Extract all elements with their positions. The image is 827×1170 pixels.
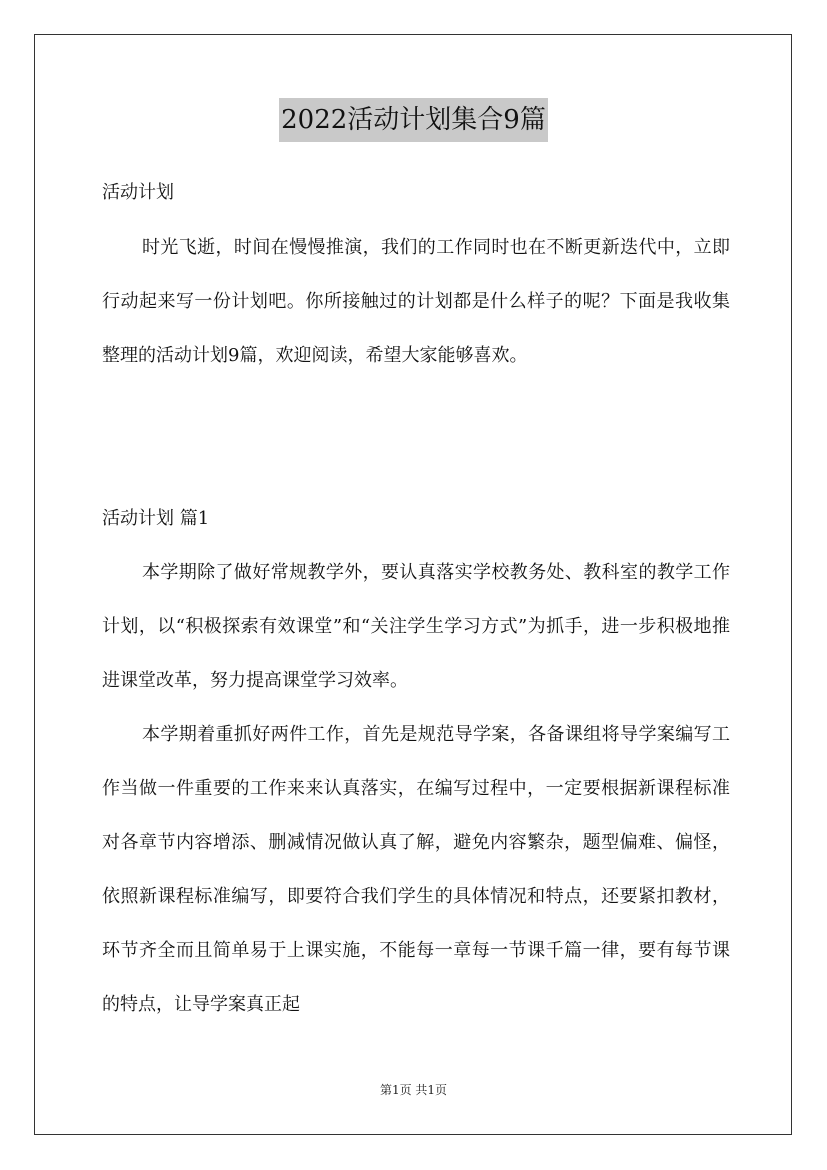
page-footer: 第1页 共1页 (379, 1083, 448, 1097)
title-container (0, 98, 827, 142)
section1-paragraph-2: 本学期着重抓好两件工作，首先是规范导学案，各备课组将导学案编写工作当做一件重要的工作来来认真落实，在编写过程中，一定要根据新课程标准对各章节内容增添、删减情况做认真了解，避免内容繁杂，题型偏难、偏怪，依照新课程标准编写，即要符合我们学生的具体情况和特点，还要紧扣教材，环节齐全而且简单易于上课实施，不能每一章每一节课千篇一律，要有每节课的特点，让导学案真正起 (102, 724, 730, 1015)
section-heading-1: 活动计划 篇1 (102, 508, 210, 529)
intro-heading: 活动计划 (102, 182, 174, 203)
intro-paragraph: 时光飞逝，时间在慢慢推演，我们的工作同时也在不断更新迭代中，立即行动起来写一份计划吧。你所接触过的计划都是什么样子的呢？下面是我收集整理的活动计划9篇，欢迎阅读，希望大家能够喜欢。 (102, 237, 730, 366)
document-title: 2022活动计划集合9篇 (279, 98, 548, 142)
section1-paragraph-1: 本学期除了做好常规教学外，要认真落实学校教务处、教科室的教学工作计划，以“积极探索有效课堂”和“关注学生学习方式”为抓手，进一步积极地推进课堂改革，努力提高课堂学习效率。 (102, 562, 730, 691)
